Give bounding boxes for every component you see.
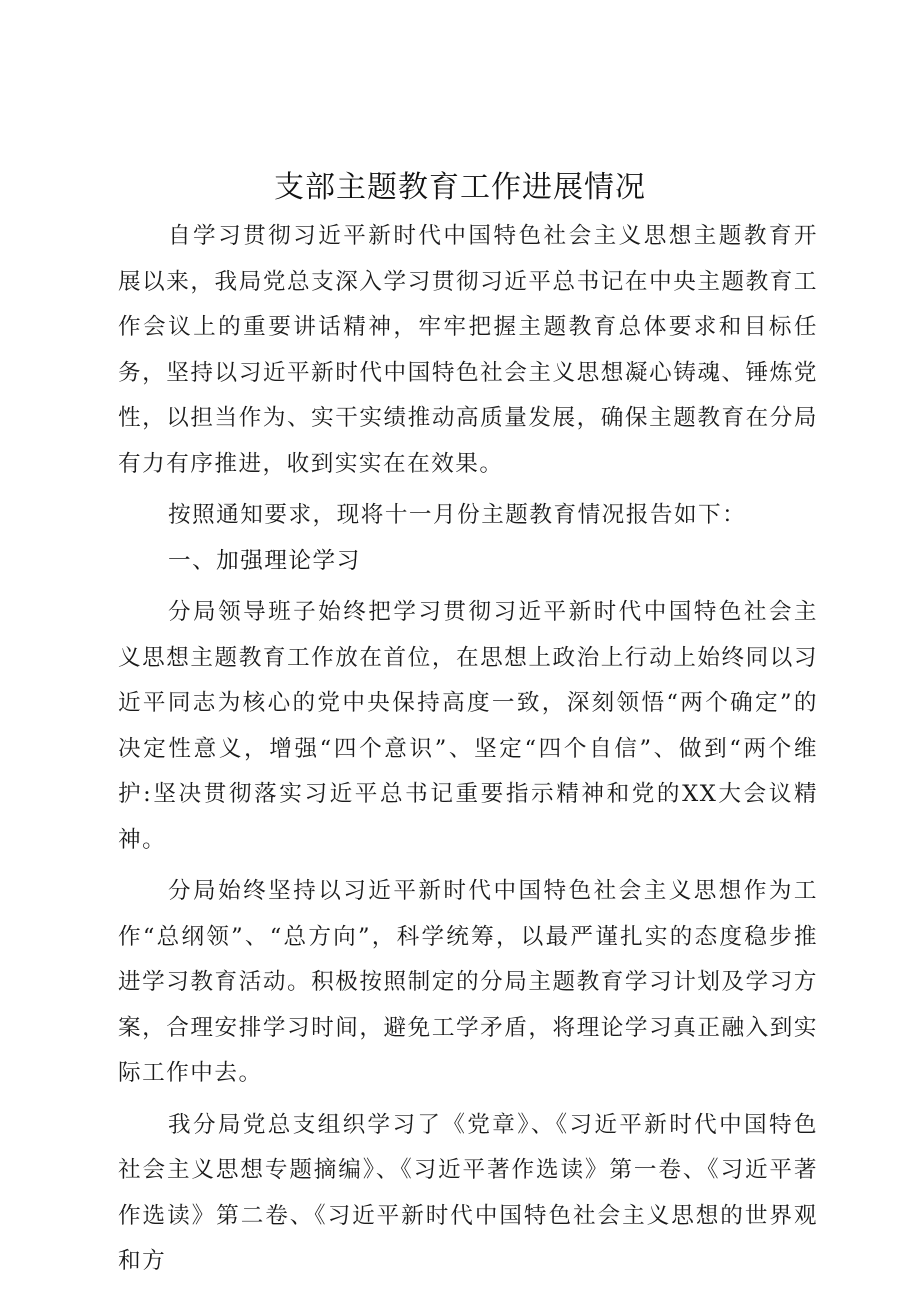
report-intro-paragraph: 按照通知要求，现将十一月份主题教育情况报告如下： bbox=[168, 502, 747, 528]
intro-paragraph: 自学习贯彻习近平新时代中国特色社会主义思想主题教育开展以来，我局党总支深入学习贯彻习近平总书记在中央主题教育工作会议上的重要讲话精神，牢牢把握主题教育总体要求和目标任务，坚持以习近平新时代中国特色社会主义思想凝心铸魂、锤炼党性，以担当作为、实干实绩推动高质量发展，确保主题教育在分局有力有序推进，收到实实在在效果。 bbox=[118, 223, 818, 477]
document-title: 支部主题教育工作进展情况 bbox=[274, 170, 646, 205]
section-heading-theory-study: 一、加强理论学习 bbox=[168, 547, 361, 574]
document-body bbox=[118, 214, 818, 1285]
guidance-paragraph: 分局始终坚持以习近平新时代中国特色社会主义思想作为工作“总纲领”、“总方向”，科学统筹，以最严谨扎实的态度稳步推进学习教育活动。积极按照制定的分局主题教育学习计划及学习方案，合理安排学习时间，避免工学矛盾，将理论学习真正融入到实际工作中去。 bbox=[118, 878, 818, 1086]
study-materials-paragraph: 我分局党总支组织学习了《党章》、《习近平新时代中国特色社会主义思想专题摘编》、《习近平著作选读》第一卷、《习近平著作选读》第二卷、《习近平新时代中国特色社会主义思想的世界观和方 bbox=[118, 1111, 818, 1274]
leadership-paragraph: 分局领导班子始终把学习贯彻习近平新时代中国特色社会主义思想主题教育工作放在首位，在思想上政治上行动上始终同以习近平同志为核心的党中央保持高度一致，深刻领悟“两个确定”的决定性意义，增强“四个意识”、坚定“四个自信”、做到“两个维护:坚决贯彻落实习近平总书记重要指示精神和党的XX大会议精神。 bbox=[118, 599, 818, 853]
